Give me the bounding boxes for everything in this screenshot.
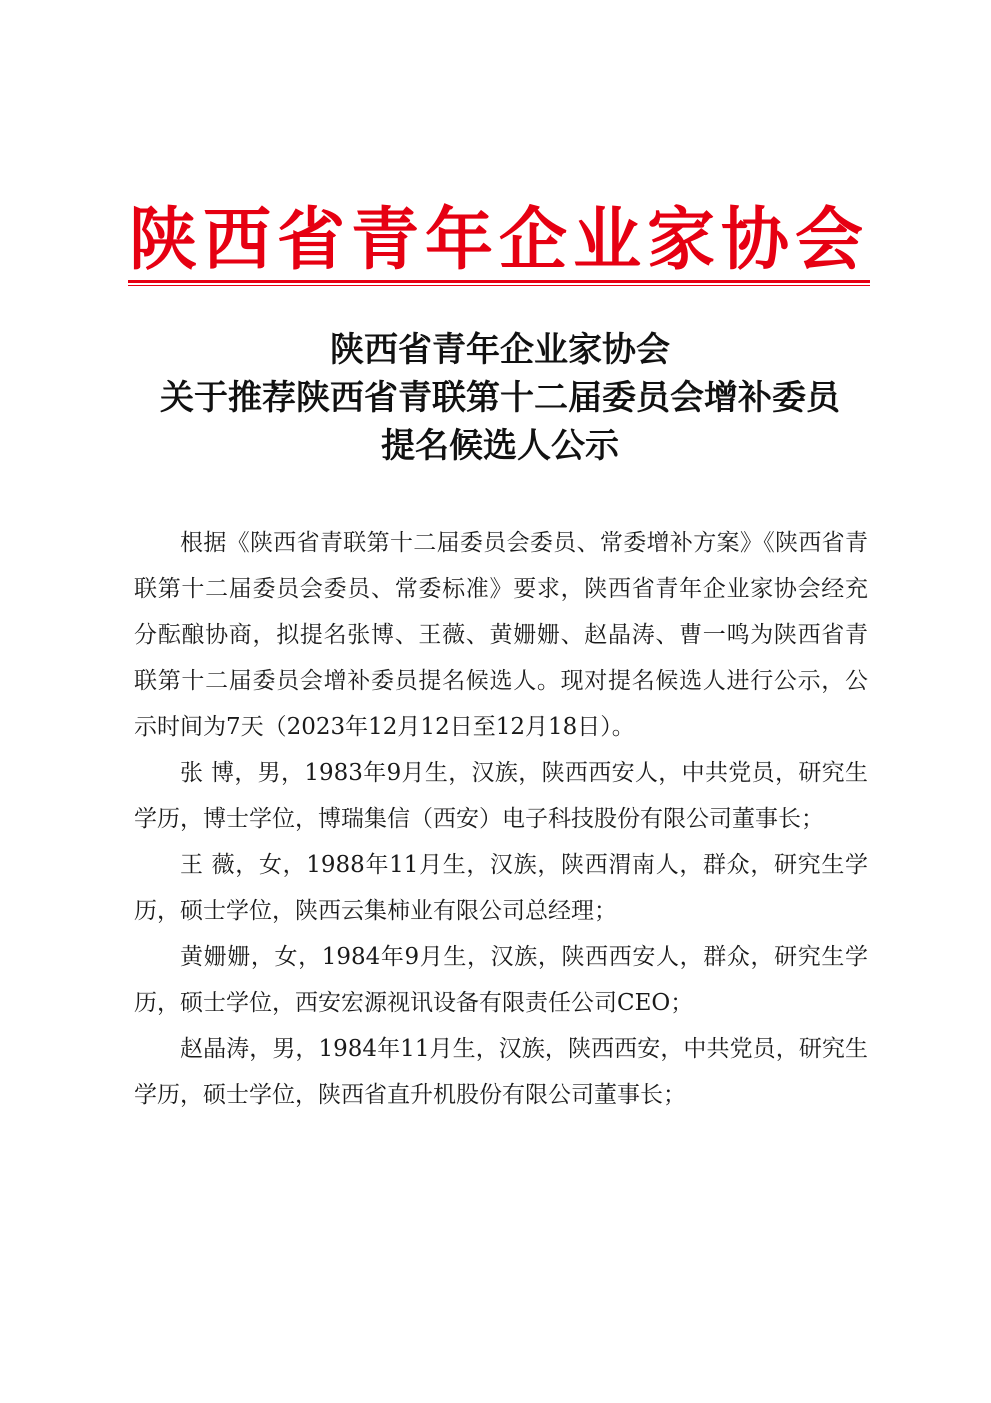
letterhead-org-name: 陕西省青年企业家协会	[128, 200, 869, 280]
candidate-paragraph: 张 博，男，1983年9月生，汉族，陕西西安人，中共党员，研究生学历，博士学位，博瑞集信（西安）电子科技股份有限公司董事长；	[134, 760, 868, 832]
letterhead-red-rule-thin	[128, 285, 870, 286]
title-line-3: 提名候选人公示	[381, 426, 619, 466]
title-line-2: 关于推荐陕西省青联第十二届委员会增补委员	[160, 378, 840, 418]
candidate-paragraph: 王 薇，女，1988年11月生，汉族，陕西渭南人，群众，研究生学历，硕士学位，陕西云集柿业有限公司总经理；	[134, 852, 868, 924]
candidate-paragraph: 赵晶涛，男，1984年11月生，汉族，陕西西安，中共党员，研究生学历，硕士学位，陕西省直升机股份有限公司董事长；	[134, 1036, 868, 1108]
intro-paragraph: 根据《陕西省青联第十二届委员会委员、常委增补方案》《陕西省青联第十二届委员会委员、常委标准》要求，陕西省青年企业家协会经充分酝酿协商，拟提名张博、王薇、黄姗姗、赵晶涛、曹一鸣为陕西省青联第十二届委员会增补委员提名候选人。现对提名候选人进行公示，公示时间为7天（2023年12月12日至12月18日）。	[134, 530, 868, 740]
candidate-paragraph: 黄姗姗，女，1984年9月生，汉族，陕西西安人，群众，研究生学历，硕士学位，西安宏源视讯设备有限责任公司CEO；	[134, 944, 868, 1016]
document-title	[100, 326, 900, 470]
letterhead-red-rule	[128, 280, 870, 283]
title-line-1: 陕西省青年企业家协会	[330, 330, 670, 370]
document-body	[134, 520, 868, 1118]
